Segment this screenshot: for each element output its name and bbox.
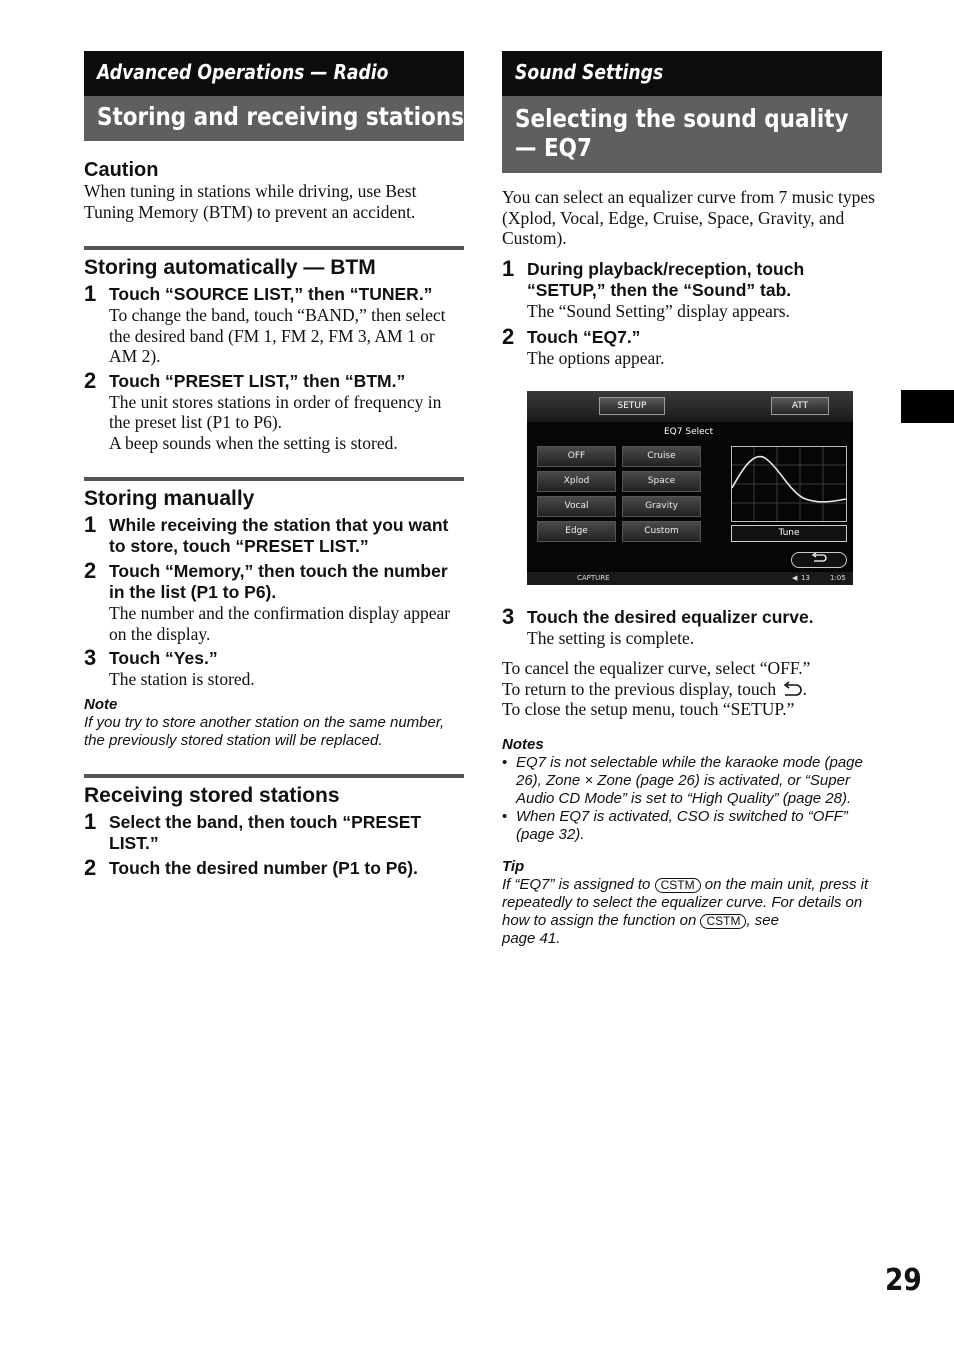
eq-xplod-button[interactable]: Xplod <box>537 471 616 492</box>
step-number: 1 <box>502 255 515 281</box>
step-instruction: Touch “Memory,” then touch the number in the list (P1 to P6). <box>109 561 448 602</box>
step <box>502 603 882 649</box>
btm-heading: Storing automatically — BTM <box>84 256 376 279</box>
eq-curve <box>732 456 846 501</box>
tune-button[interactable]: Tune <box>731 525 847 542</box>
close-text: To close the setup menu, touch “SETUP.” <box>502 699 795 719</box>
step-detail: To change the band, touch “BAND,” then select the desired band (FM 1, FM 2, FM 3, AM 1 or AM 2). <box>109 305 446 366</box>
eq-vocal-button[interactable]: Vocal <box>537 496 616 517</box>
tip-text-part: on the main unit, press it repeatedly to select the equalizer curve. For details on how to assign the function on <box>502 875 869 929</box>
step-instruction: Touch “PRESET LIST,” then “BTM.” <box>109 370 406 391</box>
divider <box>84 477 464 481</box>
section-title: Storing and receiving stations <box>97 102 464 131</box>
tip-text-part: If “EQ7” is assigned to <box>502 875 651 893</box>
step-detail: The options appear. <box>527 348 665 368</box>
category-banner <box>502 51 882 96</box>
category-banner <box>84 51 464 96</box>
capture-label: CAPTURE <box>577 573 610 582</box>
eq-space-button[interactable]: Space <box>622 471 701 492</box>
step <box>84 367 464 454</box>
return-text-end: . <box>802 678 807 699</box>
eq7-select-title: EQ7 Select <box>664 426 714 437</box>
cancel-text: To cancel the equalizer curve, select “OFF.” <box>502 658 811 678</box>
right-column <box>502 51 882 948</box>
step-instruction: Touch “Yes.” <box>109 648 218 668</box>
caution-heading: Caution <box>84 159 159 181</box>
return-icon <box>811 553 827 563</box>
eq-off-button[interactable]: OFF <box>537 446 616 467</box>
category-label: Advanced Operations — Radio <box>97 60 389 84</box>
step-number: 2 <box>84 854 97 880</box>
eq-custom-button[interactable]: Custom <box>622 521 701 542</box>
divider <box>84 246 464 250</box>
step-instruction: Touch “EQ7.” <box>527 327 641 347</box>
step-instruction: Touch the desired equalizer curve. <box>527 606 814 627</box>
notes-heading: Notes <box>502 735 544 753</box>
step <box>502 324 882 369</box>
step <box>84 645 464 690</box>
step-instruction: While receiving the station that you want to store, touch “PRESET LIST.” <box>109 515 449 556</box>
step-detail: The number and the confirmation display appear on the display. <box>109 603 451 644</box>
category-label: Sound Settings <box>515 60 664 84</box>
step-number: 1 <box>84 281 97 306</box>
step-instruction: Select the band, then touch “PRESET LIST.” <box>109 811 422 853</box>
note-item: • EQ7 is not selectable while the karaoke mode (page 26), Zone × Zone (page 26) is activated, or “Super Audio CD Mode” is set to “High Quality” (page 28). <box>502 754 882 808</box>
step-number: 2 <box>502 324 515 349</box>
tip-text-part: , see <box>746 911 779 929</box>
section-tab-marker <box>901 390 954 423</box>
step-detail: The station is stored. <box>109 669 255 689</box>
section-title-line: — EQ7 <box>515 133 592 162</box>
section-title-banner <box>84 96 464 141</box>
receive-heading: Receiving stored stations <box>84 783 340 807</box>
note-text: If you try to store another station on the same number, the previously stored station will be replaced. <box>84 713 445 749</box>
step <box>84 281 464 367</box>
back-button[interactable] <box>791 552 847 568</box>
section-title-banner <box>502 96 882 173</box>
step-detail: The setting is complete. <box>527 627 695 648</box>
cstm-key: CSTM <box>700 914 746 929</box>
step-number: 2 <box>84 558 97 583</box>
divider <box>84 774 464 778</box>
return-text-label: To return to the previous display, touch <box>502 678 777 699</box>
step-number: 3 <box>84 645 97 670</box>
cstm-key: CSTM <box>655 878 701 893</box>
step <box>84 558 464 644</box>
step <box>84 854 464 880</box>
page-number <box>885 1263 927 1298</box>
tip-page-ref: page 41. <box>502 929 561 947</box>
tip-heading: Tip <box>502 857 525 875</box>
left-column <box>84 51 464 879</box>
step-detail: The unit stores stations in order of frequency in the preset list (P1 to P6). <box>109 391 442 432</box>
step-number: 1 <box>84 808 97 834</box>
note-item: • When EQ7 is activated, CSO is switched to “OFF” (page 32). <box>502 808 882 844</box>
page-number-text: 29 <box>885 1263 922 1298</box>
eq-gravity-button[interactable]: Gravity <box>622 496 701 517</box>
note-heading: Note <box>84 695 118 713</box>
volume-level: 13 <box>801 573 810 582</box>
eq-curve-graph <box>731 446 847 522</box>
caution-text: When tuning in stations while driving, use Best Tuning Memory (BTM) to prevent an accident. <box>84 181 417 222</box>
return-text <box>502 679 882 700</box>
step-instruction: Touch “SOURCE LIST,” then “TUNER.” <box>109 284 433 304</box>
eq-cruise-button[interactable]: Cruise <box>622 446 701 467</box>
step-instruction: Touch the desired number (P1 to P6). <box>109 857 418 878</box>
step-instruction: During playback/reception, touch “SETUP,” then the “Sound” tab. <box>527 258 805 300</box>
return-icon <box>781 681 803 697</box>
step-number: 3 <box>502 603 515 629</box>
step <box>84 512 464 557</box>
intro-text: You can select an equalizer curve from 7 music types (Xplod, Vocal, Edge, Cruise, Space, Gravity, and Custom). <box>502 187 875 248</box>
speaker-icon: ◀ <box>792 573 798 582</box>
setup-button[interactable]: SETUP <box>599 397 665 415</box>
step <box>502 255 882 322</box>
step-detail: The “Sound Setting” display appears. <box>527 300 790 321</box>
step-detail: A beep sounds when the setting is stored. <box>109 432 398 453</box>
eq7-screen <box>527 391 853 585</box>
step <box>84 808 464 854</box>
clock: 1:05 <box>830 573 846 582</box>
section-title-line: Selecting the sound quality <box>515 104 849 133</box>
manual-heading: Storing manually <box>84 487 255 510</box>
tip-text <box>502 876 882 948</box>
step-number: 1 <box>84 512 97 537</box>
eq-edge-button[interactable]: Edge <box>537 521 616 542</box>
att-button[interactable]: ATT <box>771 397 829 415</box>
step-number: 2 <box>84 367 97 393</box>
